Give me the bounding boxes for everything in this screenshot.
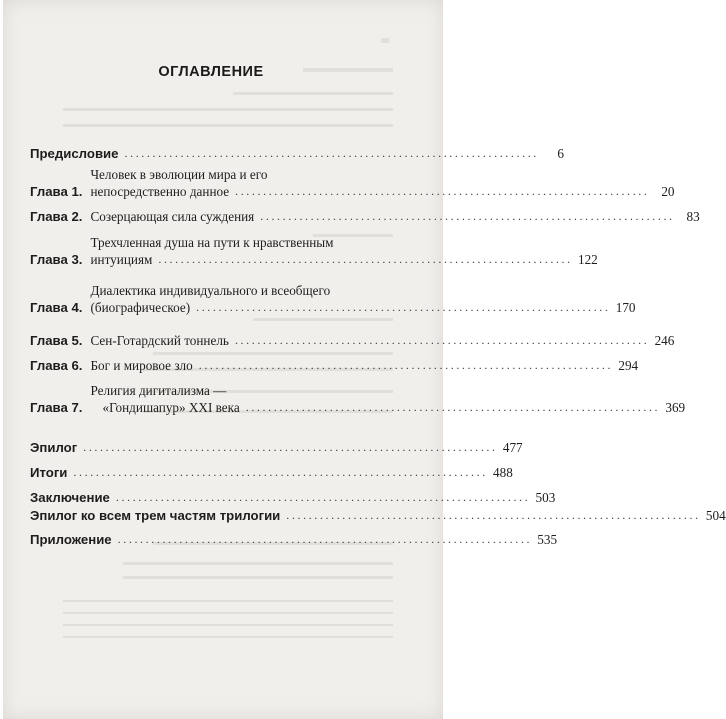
leader-dots: .......................................................................... — [260, 209, 675, 223]
toc-entry-title: Сен-Готардский тоннель — [90, 333, 229, 348]
toc-page-number: 20 — [661, 184, 675, 199]
toc-entry-epilogue[interactable] — [30, 439, 523, 456]
toc-page-number: 294 — [618, 358, 639, 373]
leader-dots: .......................................................................... — [235, 184, 650, 198]
toc-page-number: 477 — [502, 440, 523, 455]
toc-entry-label: Эпилог — [30, 440, 78, 455]
toc-page-number: 535 — [537, 532, 558, 547]
toc-entry-title-cont: непосредственно данное — [90, 184, 230, 199]
toc-entry-label: Глава 4. — [30, 300, 83, 315]
toc-heading: ОГЛАВЛЕНИЕ — [158, 64, 264, 80]
toc-entry-label: Предисловие — [30, 146, 119, 161]
toc-entry-label: Глава 3. — [30, 252, 83, 267]
leader-dots: .......................................................................... — [117, 532, 533, 546]
leader-dots: .......................................................................... — [73, 465, 488, 479]
toc-entry-label: Глава 1. — [30, 184, 83, 199]
toc-entry-label: Глава 2. — [30, 209, 83, 224]
toc-entry-label: Глава 6. — [30, 358, 83, 373]
toc-entry-chapter-3[interactable] — [30, 234, 598, 268]
book-page — [3, 0, 726, 719]
toc-page-number: 503 — [535, 490, 556, 505]
leader-dots: .......................................................................... — [115, 490, 531, 504]
leader-dots: .......................................................................... — [124, 146, 539, 160]
toc-entry-label: Эпилог ко всем трем частям трилогии — [30, 508, 281, 523]
toc-entry-chapter-6[interactable] — [30, 357, 639, 374]
leader-dots: .......................................................................... — [234, 333, 650, 347]
toc-page-number: 6 — [557, 146, 564, 161]
toc-entry-chapter-7[interactable] — [30, 382, 686, 416]
toc-entry-label: Итоги — [30, 465, 68, 480]
leader-dots: .......................................................................... — [286, 508, 701, 522]
toc-page-number: 122 — [577, 252, 598, 267]
toc-page-number: 488 — [493, 465, 513, 480]
toc-entry-title: Человек в эволюции мира и его — [90, 167, 268, 182]
leader-dots: .......................................................................... — [196, 300, 611, 314]
toc-entry-chapter-1[interactable] — [30, 166, 675, 200]
toc-entry-label: Заключение — [30, 490, 110, 505]
toc-entry-preface[interactable] — [30, 145, 564, 162]
toc-entry-appendix[interactable] — [30, 531, 558, 548]
leader-dots: .......................................................................... — [158, 252, 573, 266]
toc-entry-chapter-4[interactable] — [30, 282, 636, 316]
toc-entry-conclusion[interactable] — [30, 489, 556, 506]
toc-page-number: 170 — [615, 300, 636, 315]
toc-entry-label: Глава 5. — [30, 333, 83, 348]
toc-page-number: 246 — [654, 333, 675, 348]
toc-entry-chapter-5[interactable] — [30, 332, 675, 349]
toc-entry-title: Религия дигитализма — — [90, 383, 227, 398]
toc-entry-title: Созерцающая сила суждения — [90, 209, 255, 224]
toc-entry-title-cont: «Гондишапур» XXI века — [102, 400, 240, 415]
toc-entry-title-cont: интуициям — [90, 252, 153, 267]
toc-entry-chapter-2[interactable] — [30, 208, 700, 225]
toc-entry-label: Глава 7. — [30, 400, 83, 415]
toc-entry-title: Диалектика индивидуального и всеобщего — [90, 283, 331, 298]
toc-entry-results[interactable] — [30, 464, 513, 481]
toc-entry-trilogy-epilogue[interactable] — [30, 507, 726, 524]
leader-dots: .......................................................................... — [83, 440, 498, 454]
toc-page-number: 83 — [686, 209, 700, 224]
toc-entry-title-cont: (биографическое) — [90, 300, 191, 315]
toc-page-number: 369 — [665, 400, 686, 415]
toc-entry-title: Трехчленная душа на пути к нравственным — [90, 235, 334, 250]
leader-dots: .......................................................................... — [198, 358, 614, 372]
leader-dots: .......................................................................... — [245, 400, 661, 414]
toc-page-number: 504 — [705, 508, 726, 523]
toc-entry-title: Бог и мировое зло — [90, 358, 193, 373]
toc-entry-label: Приложение — [30, 532, 112, 547]
